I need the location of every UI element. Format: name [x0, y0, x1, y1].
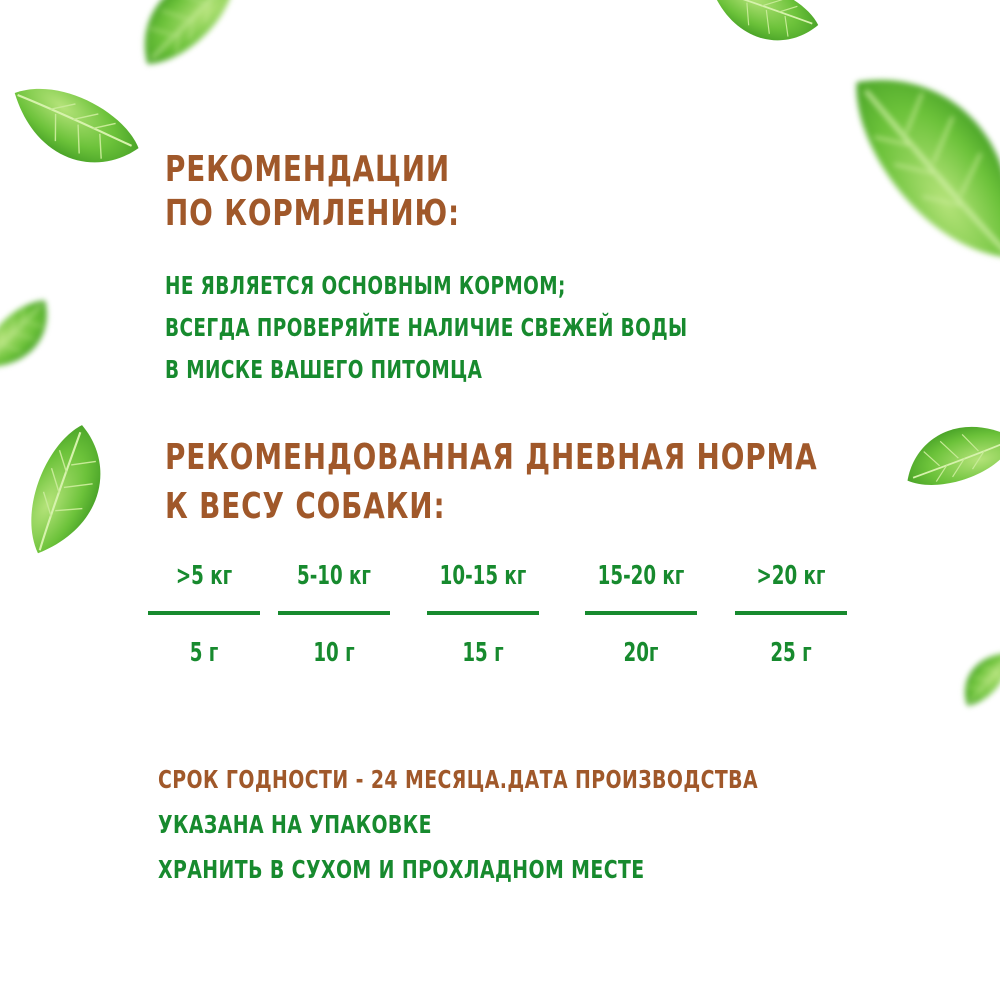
leaf-icon: [0, 41, 162, 220]
dose-label: 20г: [623, 638, 659, 668]
divider: [148, 611, 260, 615]
weight-label: 15-20 кг: [597, 561, 685, 591]
divider: [735, 611, 847, 615]
leaf-icon: [0, 397, 170, 593]
dose-label: 10 г: [313, 638, 355, 668]
weight-label: >5 кг: [175, 561, 233, 591]
dose-label: 5 г: [189, 638, 219, 668]
daily-norm-title: РЕКОМЕНДОВАННАЯ ДНЕВНАЯ НОРМА К ВЕСУ СОБАКИ:: [165, 437, 818, 527]
leaf-icon: [821, 16, 1000, 304]
dose-label: 25 г: [770, 638, 812, 668]
dose-column: [427, 560, 539, 669]
dose-column: [278, 560, 390, 669]
feeding-notes: НЕ ЯВЛЯЕТСЯ ОСНОВНЫМ КОРМОМ; ВСЕГДА ПРОВЕРЯЙТЕ НАЛИЧИЕ СВЕЖЕЙ ВОДЫ В МИСКЕ ВАШЕГО ПИТОМЦА: [165, 271, 688, 384]
divider: [585, 611, 697, 615]
leaf-icon: [109, 0, 261, 80]
divider: [427, 611, 539, 615]
leaf-icon: [691, 0, 830, 75]
storage-note: ХРАНИТЬ В СУХОМ И ПРОХЛАДНОМ МЕСТЕ: [158, 855, 645, 884]
leaf-icon: [0, 280, 79, 400]
divider: [278, 611, 390, 615]
weight-label: 10-15 кг: [439, 561, 527, 591]
leaf-icon: [936, 626, 1000, 725]
dose-column: [148, 560, 260, 669]
feeding-recommendations-title: РЕКОМЕНДАЦИИ ПО КОРМЛЕНИЮ:: [165, 149, 461, 234]
dose-column: [735, 560, 847, 669]
dose-label: 15 г: [462, 638, 504, 668]
leaf-icon: [892, 390, 1000, 509]
shelf-life-text: СРОК ГОДНОСТИ - 24 МЕСЯЦА.ДАТА ПРОИЗВОДСТВА: [158, 765, 759, 794]
production-date-note: УКАЗАНА НА УПАКОВКЕ: [158, 810, 432, 839]
weight-label: >20 кг: [756, 561, 826, 591]
storage-info: [158, 757, 758, 892]
dose-column: [585, 560, 697, 669]
weight-label: 5-10 кг: [297, 561, 371, 591]
